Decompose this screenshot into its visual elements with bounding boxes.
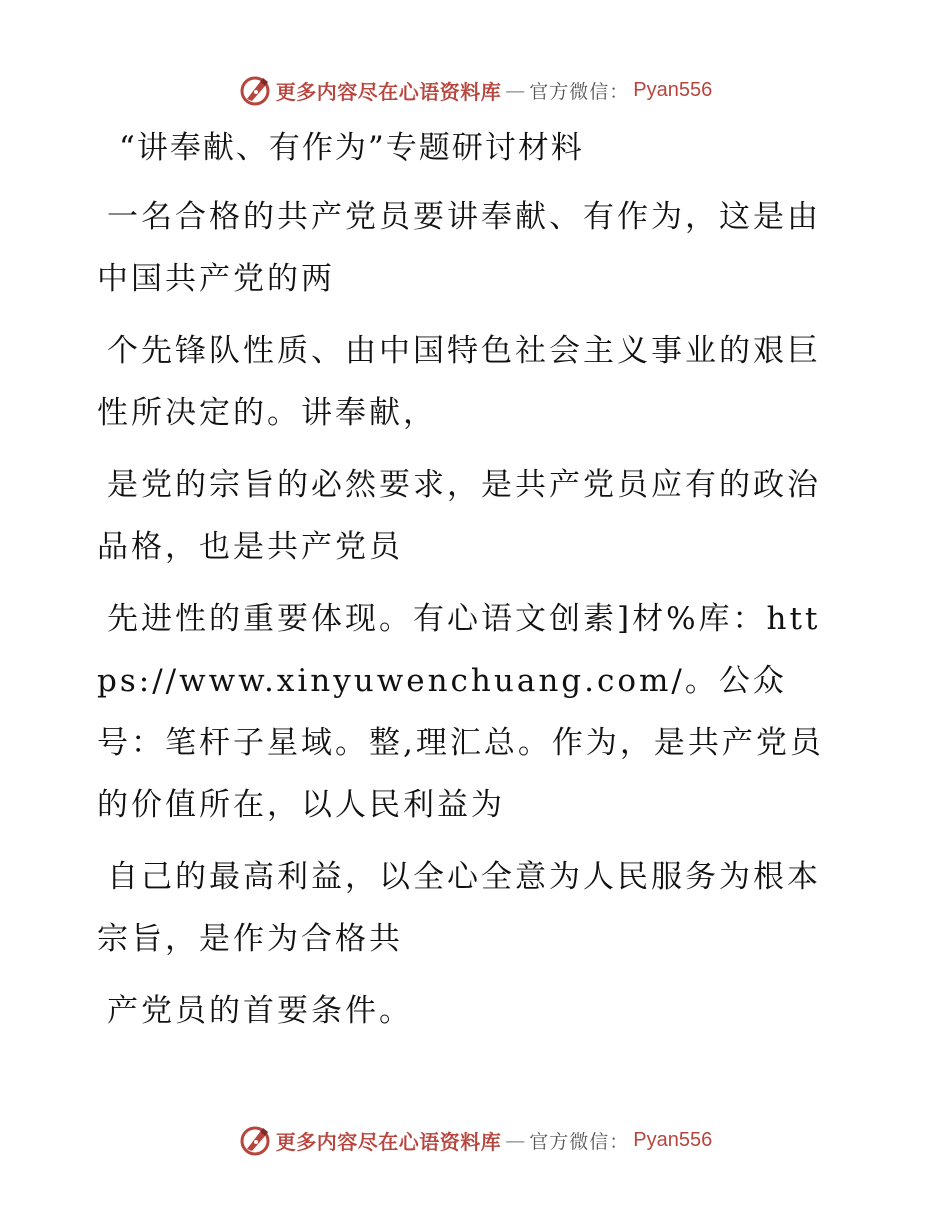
banner-title: 更多内容尽在心语资料库 bbox=[275, 79, 502, 104]
banner-wechat-id: Pyan556 bbox=[633, 78, 713, 101]
paragraph: 一名合格的共产党员要讲奉献、有作为，这是由中国共产党的两 bbox=[97, 199, 821, 297]
banner-official-label: 官方微信： bbox=[529, 1130, 630, 1153]
paragraph: 是党的宗旨的必然要求，是共产党员应有的政治品格，也是共产党员 bbox=[97, 467, 821, 565]
pen-nib-logo-icon bbox=[238, 73, 272, 107]
document-body bbox=[97, 120, 837, 1052]
banner-title: 更多内容尽在心语资料库 bbox=[275, 1129, 502, 1154]
banner-content bbox=[238, 1123, 712, 1157]
banner-separator: — bbox=[505, 1128, 526, 1152]
document-title: “讲奉献、有作为”专题研讨材料 bbox=[119, 130, 584, 166]
header-banner bbox=[0, 70, 950, 110]
pen-nib-logo-icon bbox=[238, 1123, 272, 1157]
footer-banner bbox=[0, 1120, 950, 1160]
paragraph: 自己的最高利益，以全心全意为人民服务为根本宗旨，是作为合格共 bbox=[97, 859, 821, 957]
banner-wechat-id: Pyan556 bbox=[633, 1128, 713, 1151]
paragraph: 先进性的重要体现。有心语文创素]材%库：https://www.xinyuwenchuang.com/。公众号：笔杆子星域。整,理汇总。作为，是共产党员的价值所在，以人民利益为 bbox=[97, 601, 824, 823]
banner-content bbox=[238, 73, 712, 107]
banner-official-label: 官方微信： bbox=[529, 80, 630, 103]
paragraph: 产党员的首要条件。 bbox=[107, 993, 413, 1029]
paragraph: 个先锋队性质、由中国特色社会主义事业的艰巨性所决定的。讲奉献， bbox=[97, 333, 821, 431]
banner-separator: — bbox=[505, 78, 526, 102]
